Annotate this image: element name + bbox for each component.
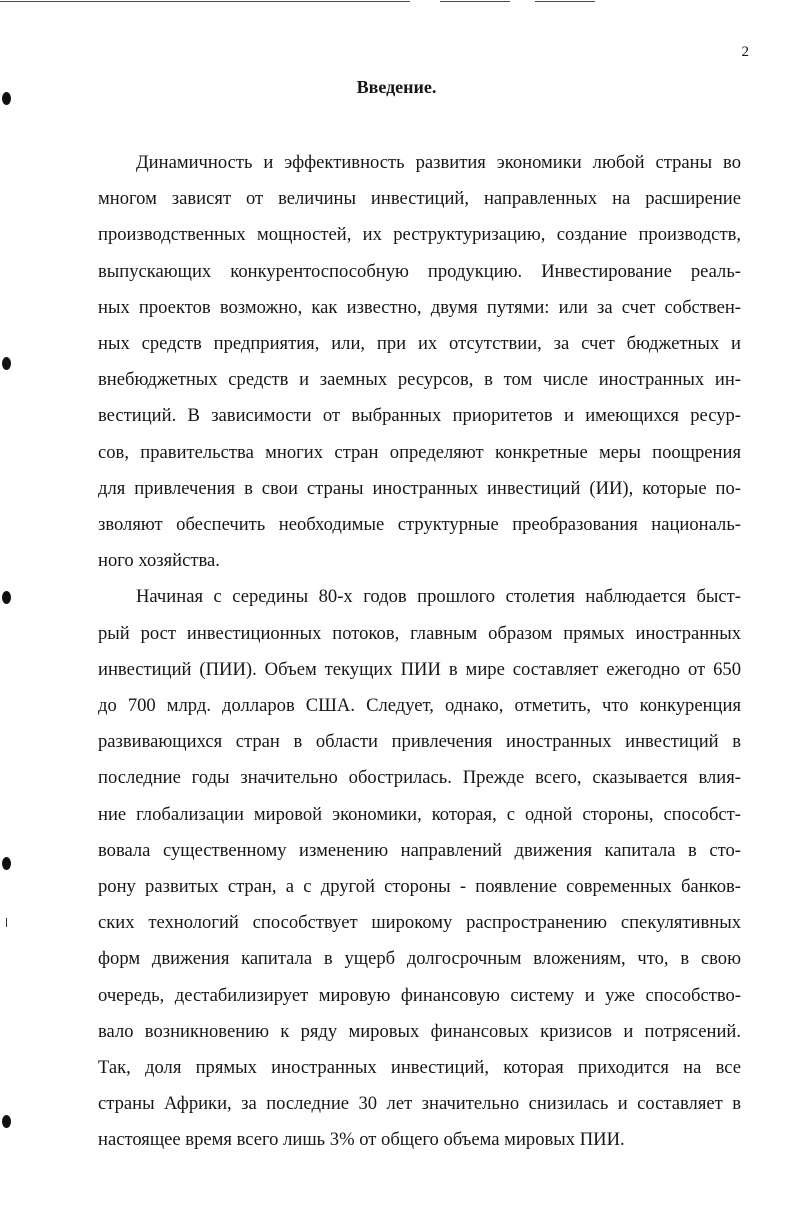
- text-line: внебюджетных средств и заемных ресурсов, в том числе иностранных ин-: [98, 369, 741, 391]
- paragraph: [98, 145, 741, 579]
- text-line: Динамичность и эффективность развития экономики любой страны во: [136, 152, 741, 173]
- text-line: производственных мощностей, их реструктуризацию, создание производств,: [98, 224, 741, 246]
- text-line: вало возникновению к ряду мировых финансовых кризисов и потрясений.: [98, 1020, 741, 1042]
- text-line: Начиная с середины 80-х годов прошлого столетия наблюдается быст-: [136, 586, 741, 608]
- text-line: многом зависят от величины инвестиций, направленных на расширение: [98, 188, 741, 210]
- page-title: Введение.: [356, 77, 437, 97]
- text-line: очередь, дестабилизирует мировую финансовую систему и уже способство-: [98, 984, 741, 1006]
- binder-hole: [2, 857, 11, 870]
- text-line: последние годы значительно обострилась. Прежде всего, сказывается влия-: [98, 767, 741, 789]
- text-line: рый рост инвестиционных потоков, главным образом прямых иностранных: [98, 622, 741, 644]
- text-line: настоящее время всего лишь 3% от общего объема мировых ПИИ.: [98, 1129, 625, 1151]
- text-line: ских технологий способствует широкому распространению спекулятивных: [98, 912, 741, 934]
- text-line: вестиций. В зависимости от выбранных приоритетов и имеющихся ресур-: [98, 405, 741, 427]
- text-line: рону развитых стран, а с другой стороны - появление современных банков-: [98, 876, 741, 898]
- text-line: до 700 млрд. долларов США. Следует, однако, отметить, что конкуренция: [98, 695, 741, 717]
- text-line: форм движения капитала в ущерб долгосрочным вложениям, что, в свою: [98, 948, 741, 970]
- scan-edge-line: [440, 1, 510, 2]
- binder-hole: [2, 1115, 11, 1128]
- document-body: [98, 145, 741, 1159]
- page-number: 2: [741, 44, 749, 60]
- text-line: ных проектов возможно, как известно, двумя путями: или за счет собствен-: [98, 296, 741, 318]
- text-line: инвестиций (ПИИ). Объем текущих ПИИ в мире составляет ежегодно от 650: [98, 658, 741, 680]
- scan-edge-line: [535, 1, 595, 2]
- binder-hole: [2, 357, 11, 370]
- paragraph: [98, 579, 741, 1158]
- binder-hole: [2, 591, 11, 604]
- text-line: для привлечения в свои страны иностранных инвестиций (ИИ), которые по-: [98, 477, 741, 499]
- text-line: ных средств предприятия, или, при их отсутствии, за счет бюджетных и: [98, 333, 741, 355]
- text-line: выпускающих конкурентоспособную продукцию. Инвестирование реаль-: [98, 260, 741, 282]
- text-line: сов, правительства многих стран определяют конкретные меры поощрения: [98, 441, 741, 463]
- scan-edge-line: [0, 1, 410, 2]
- text-line: ние глобализации мировой экономики, которая, с одной стороны, способст-: [98, 803, 741, 825]
- text-line: развивающихся стран в области привлечения иностранных инвестиций в: [98, 731, 741, 753]
- scan-speck: [6, 918, 7, 927]
- text-line: зволяют обеспечить необходимые структурные преобразования националь-: [98, 514, 741, 536]
- text-line: Так, доля прямых иностранных инвестиций, которая приходится на все: [98, 1057, 741, 1079]
- text-line: страны Африки, за последние 30 лет значительно снизилась и составляет в: [98, 1093, 741, 1115]
- text-line: ного хозяйства.: [98, 550, 220, 572]
- text-line: вовала существенному изменению направлений движения капитала в сто-: [98, 839, 741, 861]
